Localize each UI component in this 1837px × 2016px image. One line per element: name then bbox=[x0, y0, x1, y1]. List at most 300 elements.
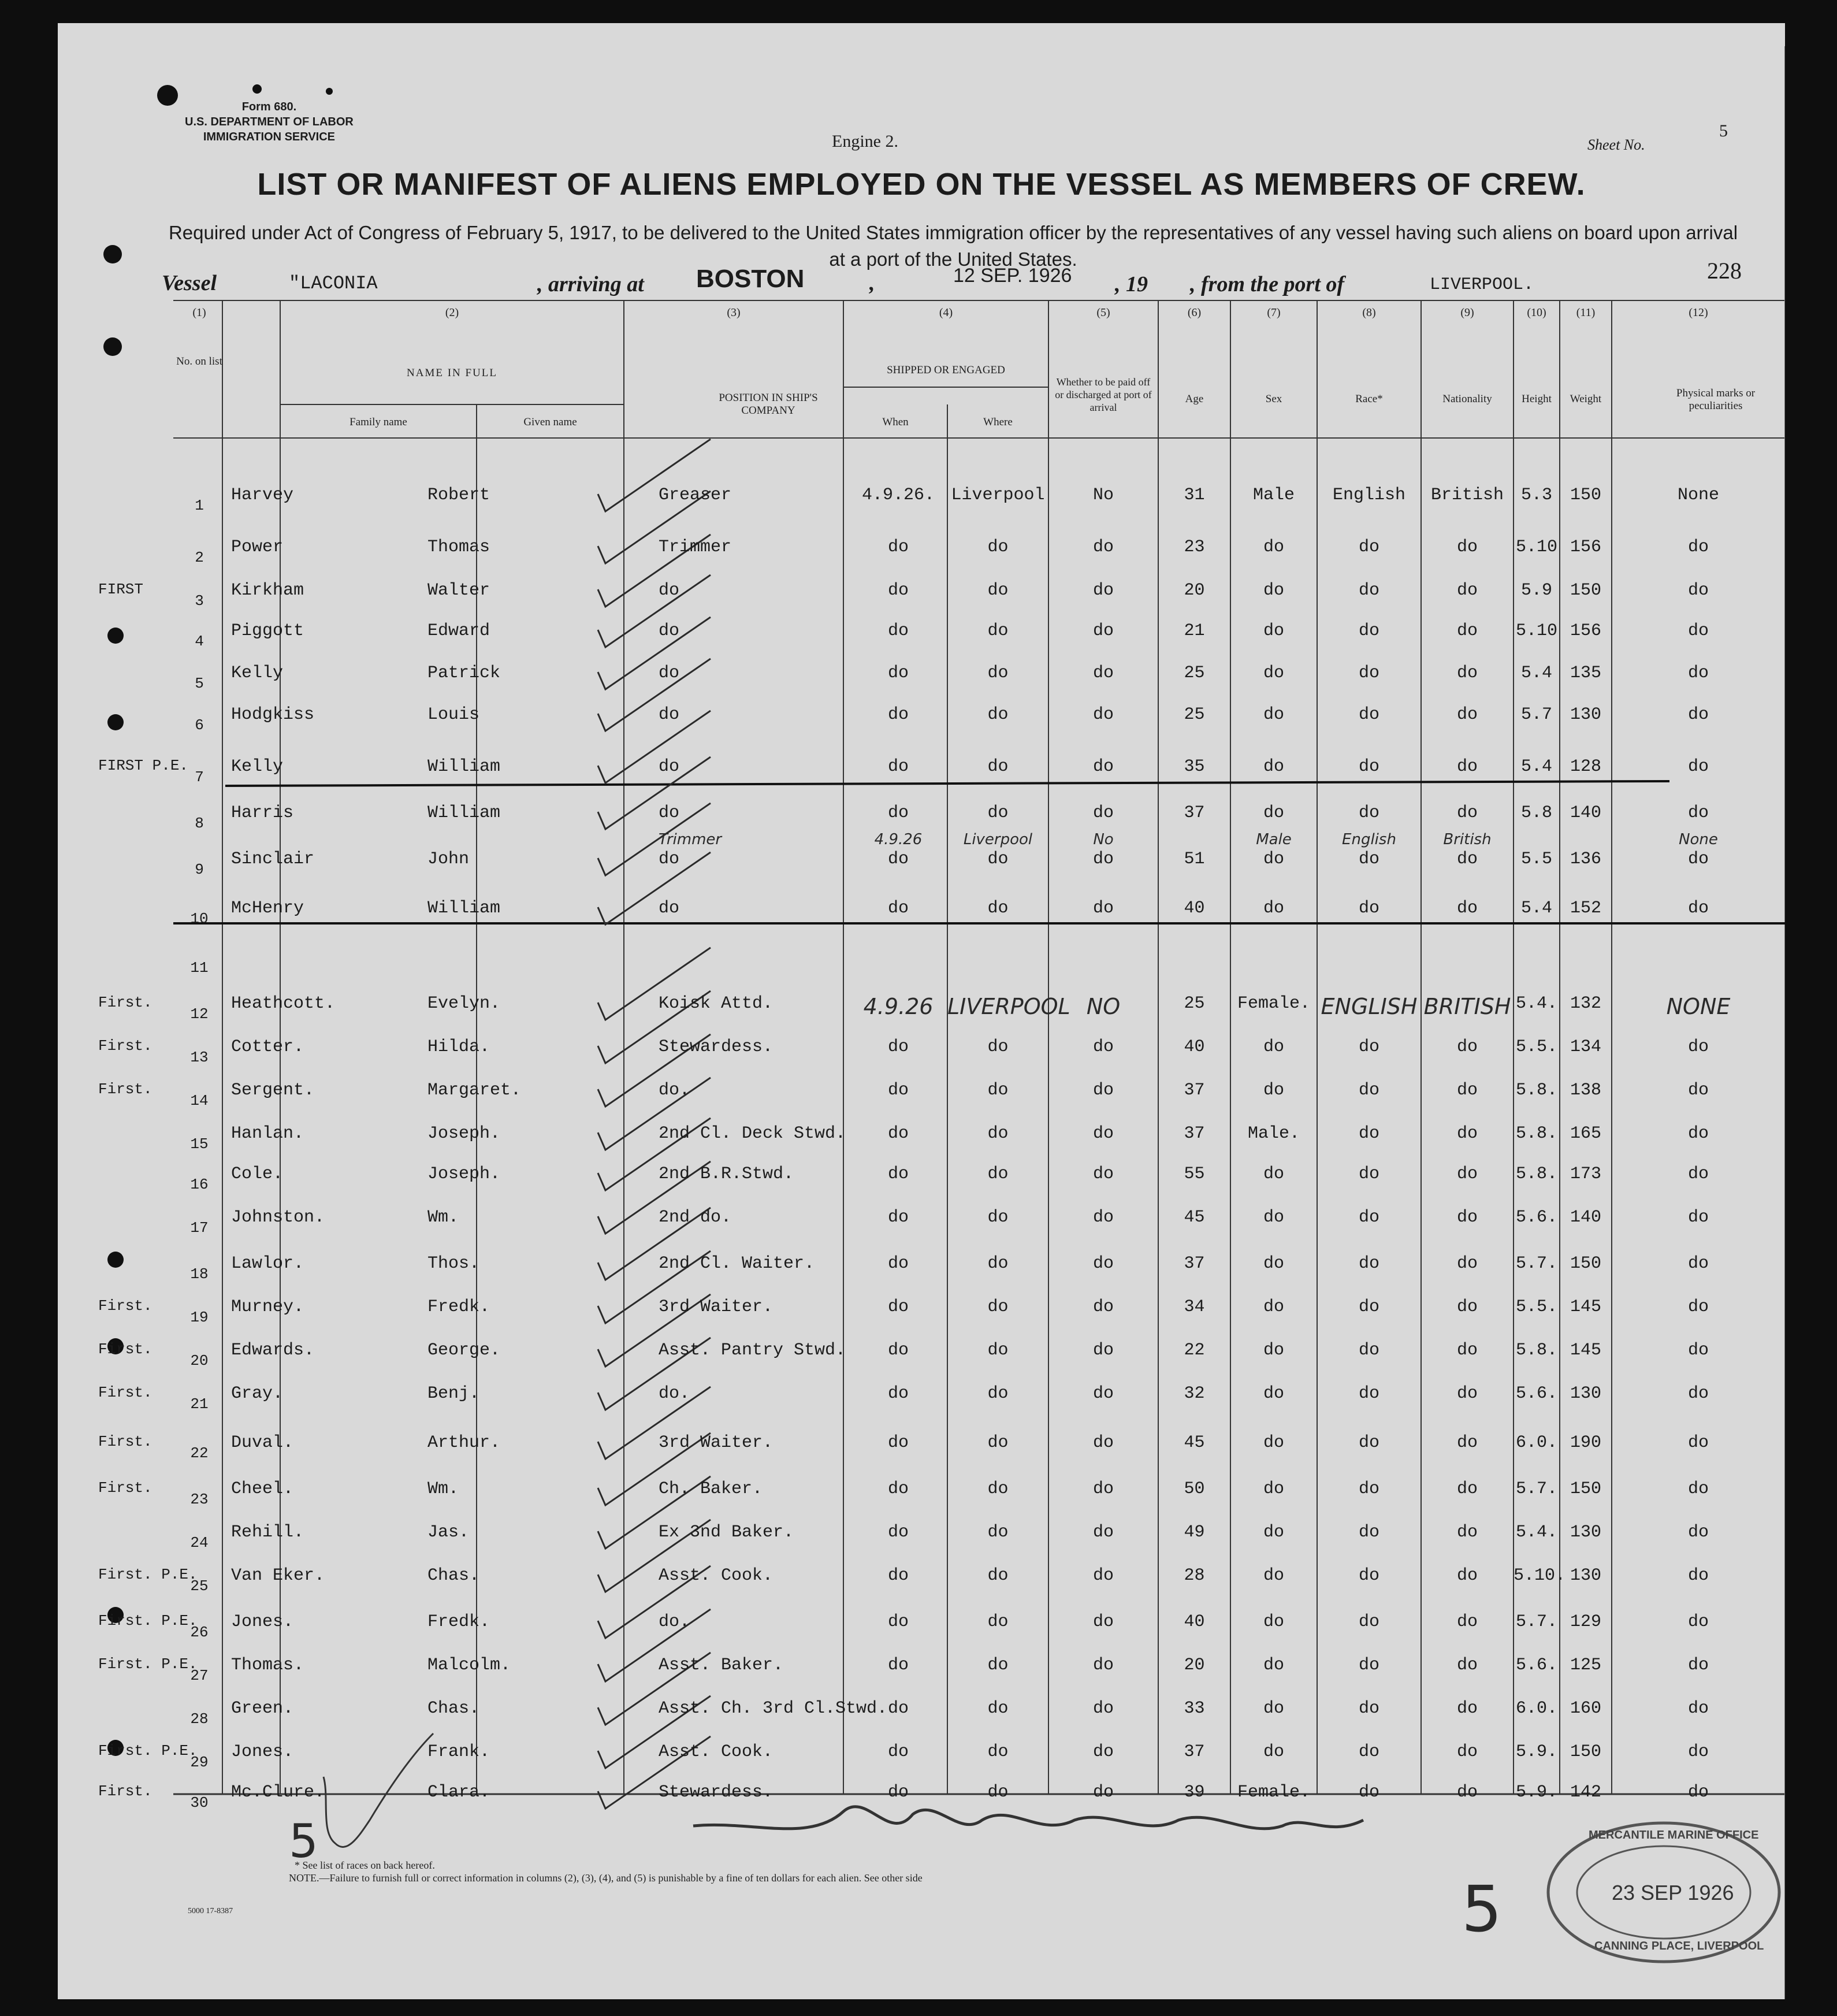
row-note: First. bbox=[98, 1297, 153, 1315]
age: 37 bbox=[1184, 1254, 1205, 1274]
ship-position: do bbox=[659, 581, 680, 600]
list-number: 29 bbox=[190, 1754, 209, 1771]
paid-off: No bbox=[1092, 485, 1114, 505]
age: 35 bbox=[1184, 757, 1205, 777]
family-name: Piggott bbox=[231, 621, 304, 641]
race: do bbox=[1358, 1341, 1379, 1360]
list-number: 27 bbox=[190, 1667, 209, 1684]
given-name: Thos. bbox=[427, 1254, 480, 1274]
col-7-num: (7) bbox=[1267, 306, 1281, 319]
correction-engaged-when: 4.9.26 bbox=[874, 831, 923, 848]
paid-off: do bbox=[1092, 1433, 1114, 1453]
height: 5.9 bbox=[1520, 581, 1552, 600]
engaged-where: do bbox=[987, 621, 1009, 641]
given-name: Louis bbox=[427, 705, 480, 725]
race: do bbox=[1358, 1081, 1379, 1100]
engaged-where: do bbox=[987, 757, 1009, 777]
sheet-number: 5 bbox=[1719, 121, 1728, 140]
engaged-when: do bbox=[887, 1566, 909, 1586]
race: do bbox=[1358, 1208, 1379, 1227]
row-note: First. bbox=[98, 1037, 153, 1055]
given-name: Wm. bbox=[427, 1479, 459, 1499]
ship-position: do bbox=[659, 663, 680, 683]
weight: 130 bbox=[1570, 1523, 1601, 1542]
weight: 152 bbox=[1570, 899, 1601, 918]
print-code: 5000 17-8387 bbox=[188, 1907, 233, 1915]
ship-position: Asst. Baker. bbox=[659, 1655, 784, 1675]
correction-engaged-where: Liverpool bbox=[963, 831, 1033, 848]
given-name: Fredk. bbox=[427, 1612, 490, 1632]
arrival-port: BOSTON bbox=[696, 265, 805, 293]
physical-marks: do bbox=[1687, 1479, 1709, 1499]
paid-off: do bbox=[1092, 705, 1114, 725]
list-number: 3 bbox=[195, 592, 204, 610]
col-1-header: No. on list bbox=[176, 355, 222, 367]
list-number: 23 bbox=[190, 1491, 209, 1508]
engaged-where: do bbox=[987, 581, 1009, 600]
height: 5.8. bbox=[1515, 1124, 1557, 1143]
sex: do bbox=[1263, 663, 1284, 683]
age: 45 bbox=[1184, 1208, 1205, 1227]
given-name: Evelyn. bbox=[427, 994, 501, 1013]
list-number: 16 bbox=[190, 1176, 209, 1193]
given-name: Arthur. bbox=[427, 1433, 501, 1453]
row-note: FIRST P.E. bbox=[98, 757, 189, 774]
row-note: First. bbox=[98, 1384, 153, 1401]
check-mark bbox=[598, 711, 711, 783]
col-8-header: Race* bbox=[1355, 393, 1383, 405]
sex: Male bbox=[1252, 485, 1295, 505]
ship-position: do bbox=[659, 899, 680, 918]
given-name: Robert bbox=[427, 485, 490, 505]
correction-physical-marks: None bbox=[1679, 831, 1718, 848]
engaged-where: do bbox=[987, 1433, 1009, 1453]
officer-signature bbox=[693, 1807, 1363, 1829]
list-number: 20 bbox=[190, 1352, 209, 1369]
engaged-when: do bbox=[887, 537, 909, 557]
age: 34 bbox=[1184, 1297, 1205, 1317]
list-number: 2 bbox=[195, 549, 204, 566]
engaged-when: 4.9.26. bbox=[861, 485, 935, 505]
engaged-where: do bbox=[987, 1297, 1009, 1317]
engaged-when: do bbox=[887, 1742, 909, 1762]
col-2-num: (2) bbox=[445, 306, 459, 319]
height: 5.7. bbox=[1515, 1612, 1557, 1632]
list-number: 10 bbox=[190, 910, 209, 927]
nationality: do bbox=[1456, 849, 1478, 869]
paid-off: do bbox=[1092, 621, 1114, 641]
list-number: 14 bbox=[190, 1092, 209, 1109]
engaged-when: do bbox=[887, 1433, 909, 1453]
arriving-label: , arriving at bbox=[537, 272, 644, 296]
ship-position: do bbox=[659, 621, 680, 641]
ship-position: Asst. Ch. 3rd Cl.Stwd. bbox=[659, 1699, 888, 1718]
height: 6.0. bbox=[1515, 1433, 1557, 1453]
height: 5.10 bbox=[1515, 621, 1557, 641]
physical-marks: do bbox=[1687, 1699, 1709, 1718]
race: do bbox=[1358, 1742, 1379, 1762]
family-name: Murney. bbox=[231, 1297, 304, 1317]
paid-off: do bbox=[1092, 1208, 1114, 1227]
height: 5.10. bbox=[1514, 1566, 1566, 1586]
weight: 150 bbox=[1570, 581, 1601, 600]
given-name: George. bbox=[427, 1341, 501, 1360]
nationality: do bbox=[1456, 1297, 1478, 1317]
weight: 156 bbox=[1570, 621, 1601, 641]
col-8-num: (8) bbox=[1362, 306, 1376, 319]
height: 5.7 bbox=[1520, 705, 1552, 725]
family-name: Kelly bbox=[231, 663, 284, 683]
row-note: First. bbox=[98, 994, 153, 1011]
correction-nationality: British bbox=[1443, 831, 1492, 848]
weight: 150 bbox=[1570, 485, 1601, 505]
col-10-header: Height bbox=[1522, 393, 1552, 405]
race: do bbox=[1358, 1566, 1379, 1586]
engaged-where: do bbox=[987, 849, 1009, 869]
nationality: do bbox=[1456, 1742, 1478, 1762]
family-name: Cole. bbox=[231, 1164, 284, 1184]
sex: Female. bbox=[1237, 994, 1311, 1013]
sex: do bbox=[1263, 1566, 1284, 1586]
ship-position: Asst. Cook. bbox=[659, 1742, 774, 1762]
col-6-header: Age bbox=[1185, 393, 1204, 405]
list-number: 19 bbox=[190, 1309, 209, 1326]
age: 51 bbox=[1184, 849, 1205, 869]
list-number: 6 bbox=[195, 716, 204, 734]
engaged-where: do bbox=[987, 1208, 1009, 1227]
sex: do bbox=[1263, 1208, 1284, 1227]
paid-off: do bbox=[1092, 1164, 1114, 1184]
col-5-num: (5) bbox=[1096, 306, 1110, 319]
paid-off: do bbox=[1092, 1081, 1114, 1100]
race: do bbox=[1358, 1523, 1379, 1542]
col-4b-header: Where bbox=[983, 416, 1013, 428]
sex: do bbox=[1263, 1655, 1284, 1675]
family-name: Jones. bbox=[231, 1742, 294, 1762]
weight: 136 bbox=[1570, 849, 1601, 869]
ship-position: Stewardess. bbox=[659, 1783, 774, 1802]
list-number: 17 bbox=[190, 1219, 209, 1237]
nationality: do bbox=[1456, 1124, 1478, 1143]
paid-off: NO bbox=[1086, 994, 1121, 1019]
age: 28 bbox=[1184, 1566, 1205, 1586]
engaged-when: do bbox=[887, 1164, 909, 1184]
col-2b-header: Given name bbox=[523, 416, 577, 428]
form-number: Form 680. bbox=[241, 101, 297, 113]
race: do bbox=[1358, 1254, 1379, 1274]
ship-position: Trimmer bbox=[659, 537, 732, 557]
age: 37 bbox=[1184, 1124, 1205, 1143]
physical-marks: do bbox=[1687, 899, 1709, 918]
weight: 129 bbox=[1570, 1612, 1601, 1632]
given-name: William bbox=[427, 899, 501, 918]
physical-marks: do bbox=[1687, 1341, 1709, 1360]
engaged-when: do bbox=[887, 1254, 909, 1274]
engaged-where: do bbox=[987, 1612, 1009, 1632]
weight: 134 bbox=[1570, 1037, 1601, 1057]
sex: do bbox=[1263, 1742, 1284, 1762]
col-11-header: Weight bbox=[1570, 393, 1602, 405]
height: 5.8. bbox=[1515, 1341, 1557, 1360]
paid-off: do bbox=[1092, 1479, 1114, 1499]
race: do bbox=[1358, 621, 1379, 641]
family-name: Mc.Clure. bbox=[231, 1783, 325, 1802]
family-name: Harris bbox=[231, 803, 294, 823]
engaged-when: do bbox=[887, 1699, 909, 1718]
physical-marks: do bbox=[1687, 1164, 1709, 1184]
correction-race: English bbox=[1342, 831, 1396, 848]
given-name: Joseph. bbox=[427, 1164, 501, 1184]
sex: do bbox=[1263, 1384, 1284, 1404]
race: do bbox=[1358, 663, 1379, 683]
engaged-where: do bbox=[987, 1037, 1009, 1057]
ship-position: Ex 3nd Baker. bbox=[659, 1523, 794, 1542]
paid-off: do bbox=[1092, 1297, 1114, 1317]
ship-position: 2nd Cl. Deck Stwd. bbox=[659, 1124, 846, 1143]
family-name: Sergent. bbox=[231, 1081, 315, 1100]
nationality: do bbox=[1456, 1699, 1478, 1718]
col-2a-header: Family name bbox=[349, 416, 407, 428]
col-7-header: Sex bbox=[1265, 393, 1282, 405]
physical-marks: do bbox=[1687, 1566, 1709, 1586]
nationality: do bbox=[1456, 1479, 1478, 1499]
family-name: Johnston. bbox=[231, 1208, 325, 1227]
weight: 130 bbox=[1570, 705, 1601, 725]
sex: do bbox=[1263, 1297, 1284, 1317]
height: 5.9. bbox=[1515, 1742, 1557, 1762]
nationality: do bbox=[1456, 1655, 1478, 1675]
ship-position: do bbox=[659, 803, 680, 823]
engaged-where: LIVERPOOL bbox=[947, 994, 1070, 1019]
engaged-where: do bbox=[987, 1384, 1009, 1404]
col-6-num: (6) bbox=[1187, 306, 1202, 319]
list-number: 26 bbox=[190, 1624, 209, 1641]
col-1-num: (1) bbox=[192, 306, 206, 319]
age: 45 bbox=[1184, 1433, 1205, 1453]
ship-position: Stewardess. bbox=[659, 1037, 774, 1057]
weight: 132 bbox=[1570, 994, 1601, 1013]
nationality: do bbox=[1456, 1384, 1478, 1404]
physical-marks: do bbox=[1687, 1742, 1709, 1762]
age: 40 bbox=[1184, 1037, 1205, 1057]
physical-marks: do bbox=[1687, 1384, 1709, 1404]
ship-position: do bbox=[659, 757, 680, 777]
physical-marks: None bbox=[1677, 485, 1719, 505]
nationality: do bbox=[1456, 1523, 1478, 1542]
age: 21 bbox=[1184, 621, 1205, 641]
race: ENGLISH bbox=[1321, 994, 1418, 1019]
list-number: 30 bbox=[190, 1794, 209, 1811]
col-5-header: Whether to be paid off or discharged at port of arrival bbox=[1055, 376, 1152, 413]
weight: 135 bbox=[1570, 663, 1601, 683]
weight: 150 bbox=[1570, 1479, 1601, 1499]
family-name: Gray. bbox=[231, 1384, 284, 1404]
engaged-when: do bbox=[887, 705, 909, 725]
engaged-when: do bbox=[887, 1341, 909, 1360]
given-name: Joseph. bbox=[427, 1124, 501, 1143]
family-name: Power bbox=[231, 537, 284, 557]
given-name: William bbox=[427, 803, 501, 823]
weight: 160 bbox=[1570, 1699, 1601, 1718]
engaged-where: do bbox=[987, 1566, 1009, 1586]
engaged-where: do bbox=[987, 1523, 1009, 1542]
sex: do bbox=[1263, 1037, 1284, 1057]
sex: do bbox=[1263, 537, 1284, 557]
check-mark bbox=[598, 852, 711, 925]
sex: do bbox=[1263, 803, 1284, 823]
family-name: Hodgkiss bbox=[231, 705, 315, 725]
weight: 140 bbox=[1570, 803, 1601, 823]
stamp-bottom-text: CANNING PLACE, LIVERPOOL bbox=[1594, 1940, 1764, 1952]
engaged-when: do bbox=[887, 1783, 909, 1802]
age: 49 bbox=[1184, 1523, 1205, 1542]
col-3-num: (3) bbox=[727, 306, 741, 319]
ship-position: do. bbox=[659, 1612, 690, 1632]
weight: 125 bbox=[1570, 1655, 1601, 1675]
weight: 190 bbox=[1570, 1433, 1601, 1453]
col-4a-header: When bbox=[882, 416, 909, 428]
nationality: do bbox=[1456, 581, 1478, 600]
height: 5.7. bbox=[1515, 1479, 1557, 1499]
list-number: 8 bbox=[195, 815, 204, 832]
physical-marks: do bbox=[1687, 1523, 1709, 1542]
engine-label: Engine 2. bbox=[832, 132, 898, 151]
engaged-where: do bbox=[987, 663, 1009, 683]
sheet-label: Sheet No. bbox=[1587, 136, 1645, 153]
list-number: 11 bbox=[190, 959, 209, 977]
list-number: 28 bbox=[190, 1710, 209, 1728]
engaged-when: do bbox=[887, 621, 909, 641]
correction-ship-position: Trimmer bbox=[659, 831, 722, 848]
weight: 150 bbox=[1570, 1254, 1601, 1274]
sex: do bbox=[1263, 1479, 1284, 1499]
physical-marks: do bbox=[1687, 1655, 1709, 1675]
from-port-label: , from the port of bbox=[1190, 272, 1345, 296]
given-name: Wm. bbox=[427, 1208, 459, 1227]
height: 5.6. bbox=[1515, 1655, 1557, 1675]
age: 37 bbox=[1184, 1081, 1205, 1100]
mercantile-marine-office-stamp bbox=[1542, 1817, 1785, 1967]
list-number: 12 bbox=[190, 1005, 209, 1023]
engaged-where: do bbox=[987, 1164, 1009, 1184]
age: 31 bbox=[1184, 485, 1205, 505]
engaged-where: do bbox=[987, 803, 1009, 823]
paid-off: do bbox=[1092, 1699, 1114, 1718]
race: do bbox=[1358, 1037, 1379, 1057]
sex: Female. bbox=[1237, 1783, 1311, 1802]
given-name: Fredk. bbox=[427, 1297, 490, 1317]
col-12-header: Physical marks or peculiarities bbox=[1676, 387, 1756, 412]
engaged-when: do bbox=[887, 1523, 909, 1542]
physical-marks: do bbox=[1687, 663, 1709, 683]
given-name: Edward bbox=[427, 621, 490, 641]
tally-number: 5 bbox=[289, 1814, 318, 1868]
age: 39 bbox=[1184, 1783, 1205, 1802]
engaged-when: do bbox=[887, 1612, 909, 1632]
paid-off: do bbox=[1092, 1742, 1114, 1762]
race: do bbox=[1358, 1297, 1379, 1317]
engaged-where: do bbox=[987, 899, 1009, 918]
physical-marks: do bbox=[1687, 537, 1709, 557]
list-number: 9 bbox=[195, 861, 204, 878]
row-note: First. P.E. bbox=[98, 1742, 198, 1759]
departure-port: LIVERPOOL. bbox=[1430, 275, 1534, 295]
given-name: Clara. bbox=[427, 1783, 490, 1802]
nationality: do bbox=[1456, 1433, 1478, 1453]
ship-position: Koisk Attd. bbox=[659, 994, 774, 1013]
row-note: First. bbox=[98, 1081, 153, 1098]
family-name: Harvey bbox=[231, 485, 294, 505]
family-name: Rehill. bbox=[231, 1523, 304, 1542]
physical-marks: do bbox=[1687, 621, 1709, 641]
nationality: do bbox=[1456, 899, 1478, 918]
ship-position: do bbox=[659, 705, 680, 725]
ship-position: 3rd Waiter. bbox=[659, 1297, 774, 1317]
engaged-when: do bbox=[887, 663, 909, 683]
paid-off: do bbox=[1092, 1523, 1114, 1542]
check-mark bbox=[598, 757, 711, 829]
col-12-num: (12) bbox=[1689, 306, 1708, 319]
given-name: Frank. bbox=[427, 1742, 490, 1762]
list-number: 24 bbox=[190, 1534, 209, 1551]
ship-position: do. bbox=[659, 1081, 690, 1100]
check-mark bbox=[598, 617, 711, 689]
engaged-when: do bbox=[887, 1124, 909, 1143]
family-name: McHenry bbox=[231, 899, 304, 918]
nationality: do bbox=[1456, 803, 1478, 823]
paid-off: do bbox=[1092, 1037, 1114, 1057]
weight: 142 bbox=[1570, 1783, 1601, 1802]
race: do bbox=[1358, 1433, 1379, 1453]
family-name: Cheel. bbox=[231, 1479, 294, 1499]
weight: 138 bbox=[1570, 1081, 1601, 1100]
engaged-when: do bbox=[887, 899, 909, 918]
row-note: FIRST bbox=[98, 581, 144, 598]
nationality: do bbox=[1456, 621, 1478, 641]
engaged-when: do bbox=[887, 1479, 909, 1499]
given-name: Thomas bbox=[427, 537, 490, 557]
given-name: Benj. bbox=[427, 1384, 480, 1404]
ship-position: 2nd do. bbox=[659, 1208, 732, 1227]
penalty-note: NOTE.—Failure to furnish full or correct information in columns (2), (3), (4), and (5) is punishable by a fine of ten dollars for each alien. See other side bbox=[289, 1872, 923, 1884]
given-name: Hilda. bbox=[427, 1037, 490, 1057]
physical-marks: do bbox=[1687, 1254, 1709, 1274]
engaged-when: do bbox=[887, 1037, 909, 1057]
race: do bbox=[1358, 1783, 1379, 1802]
height: 5.8. bbox=[1515, 1081, 1557, 1100]
manifest-sheet bbox=[58, 23, 1785, 1999]
given-name: Jas. bbox=[427, 1523, 470, 1542]
engaged-when: do bbox=[887, 1655, 909, 1675]
race: English bbox=[1332, 485, 1406, 505]
nationality: do bbox=[1456, 1081, 1478, 1100]
race: do bbox=[1358, 757, 1379, 777]
list-number: 1 bbox=[195, 497, 204, 514]
ship-position: 2nd Cl. Waiter. bbox=[659, 1254, 815, 1274]
age: 40 bbox=[1184, 1612, 1205, 1632]
nationality: do bbox=[1456, 1208, 1478, 1227]
paid-off: do bbox=[1092, 803, 1114, 823]
engaged-where: do bbox=[987, 1479, 1009, 1499]
paid-off: do bbox=[1092, 1566, 1114, 1586]
sex: do bbox=[1263, 849, 1284, 869]
vessel-label: Vessel bbox=[162, 271, 217, 295]
nationality: do bbox=[1456, 1783, 1478, 1802]
ship-position: Greaser bbox=[659, 485, 732, 505]
family-name: Thomas. bbox=[231, 1655, 304, 1675]
engaged-where: do bbox=[987, 705, 1009, 725]
col-4-header: SHIPPED OR ENGAGED bbox=[887, 364, 1005, 376]
